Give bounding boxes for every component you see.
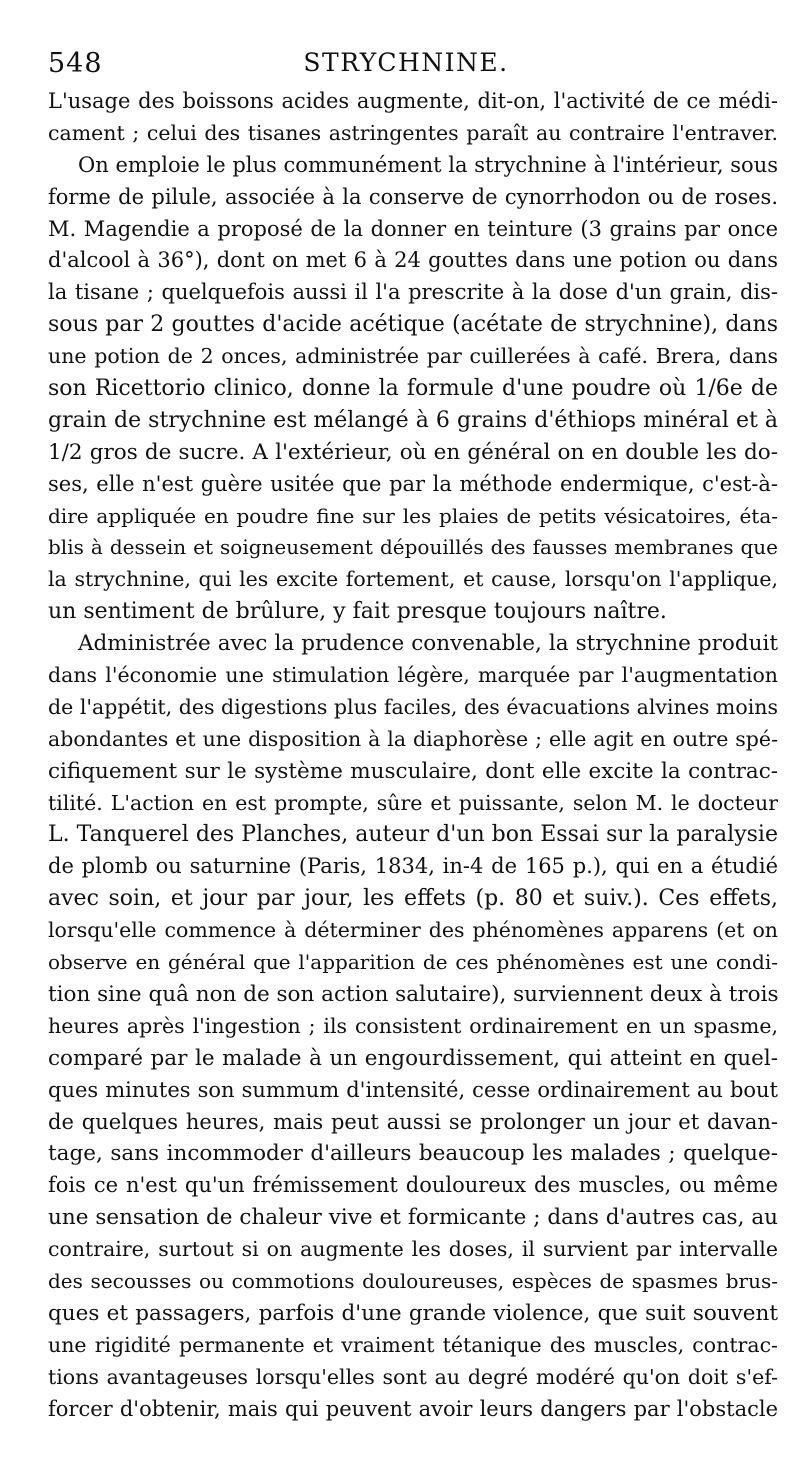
page-header <box>48 48 764 88</box>
text-line: de quelques heures, mais peut aussi se prolonger un jour et davan- <box>48 1109 778 1134</box>
text-line: cifiquement sur le système musculaire, dont elle excite la contrac- <box>48 758 778 784</box>
text-line: contraire, surtout si on augmente les doses, il survient par intervalle <box>48 1237 778 1262</box>
text-line: blis à dessein et soigneusement dépouillés des fausses membranes que <box>48 535 778 560</box>
text-line: la tisane ; quelquefois aussi il l'a prescrite à la dose d'un grain, dis- <box>48 280 778 305</box>
text-line: dire appliquée en poudre fine sur les plaies de petits vésicatoires, éta- <box>48 503 778 528</box>
text-line: son Ricettorio clinico, donne la formule d'une poudre où 1/6e de <box>48 376 778 402</box>
text-line: forcer d'obtenir, mais qui peuvent avoir leurs dangers par l'obstacle <box>48 1396 778 1421</box>
text-line: une potion de 2 onces, administrée par cuillerées à café. Brera, dans <box>48 344 778 369</box>
body-text <box>48 86 778 1425</box>
text-line: lorsqu'elle commence à déterminer des phénomènes apparens (et on <box>48 918 778 943</box>
text-line: tions avantageuses lorsqu'elles sont au degré modéré qu'on doit s'ef- <box>48 1364 778 1389</box>
text-line: heures après l'ingestion ; ils consistent ordinairement en un spasme, <box>48 1013 778 1038</box>
text-line: observe en général que l'apparition de ces phénomènes est une condi- <box>48 950 778 975</box>
text-line: 1/2 gros de sucre. A l'extérieur, où en général on en double les do- <box>48 439 778 465</box>
text-line: L. Tanquerel des Planches, auteur d'un bon Essai sur la paralysie <box>48 822 778 848</box>
text-line: Administrée avec la prudence convenable, la strychnine produit <box>78 631 778 657</box>
running-title: STRYCHNINE. <box>303 48 509 77</box>
text-line: abondantes et une disposition à la diaphorèse ; elle agit en outre spé- <box>48 726 778 751</box>
text-line: de l'appétit, des digestions plus faciles, des évacuations alvines moins <box>48 694 778 719</box>
text-line: forme de pilule, associée à la conserve de cynorrhodon ou de roses. <box>48 184 778 209</box>
text-line: fois ce n'est qu'un frémissement douloureux des muscles, ou même <box>48 1173 778 1198</box>
text-line: comparé par le malade à un engourdissement, qui atteint en quel- <box>48 1045 778 1071</box>
text-line: grain de strychnine est mélangé à 6 grains d'éthiops minéral et à <box>48 407 778 433</box>
text-line: avec soin, et jour par jour, les effets (p. 80 et suiv.). Ces effets, <box>48 886 778 912</box>
text-line: une rigidité permanente et vraiment tétanique des muscles, contrac- <box>48 1332 778 1357</box>
text-line: On emploie le plus communément la strychnine à l'intérieur, sous <box>78 152 778 177</box>
page-number: 548 <box>48 48 103 79</box>
text-line: une sensation de chaleur vive et formicante ; dans d'autres cas, au <box>48 1205 778 1231</box>
text-line: dans l'économie une stimulation légère, marquée par l'augmentation <box>48 663 778 688</box>
text-line: cament ; celui des tisanes astringentes paraît au contraire l'entraver. <box>48 120 778 145</box>
text-line: des secousses ou commotions douloureuses, espèces de spasmes brus- <box>48 1268 778 1293</box>
text-line: tage, sans incommoder d'ailleurs beaucoup les malades ; quelque- <box>48 1141 778 1167</box>
text-line: L'usage des boissons acides augmente, dit-on, l'activité de ce médi- <box>48 89 778 113</box>
text-line: M. Magendie a proposé de la donner en teinture (3 grains par once <box>48 216 778 241</box>
text-line: ques et passagers, parfois d'une grande violence, que suit souvent <box>48 1300 778 1326</box>
text-line: tilité. L'action en est prompte, sûre et puissante, selon M. le docteur <box>48 790 778 815</box>
text-line: tion sine quâ non de son action salutaire), surviennent deux à trois <box>48 981 778 1007</box>
text-line: d'alcool à 36°), dont on met 6 à 24 gouttes dans une potion ou dans <box>48 248 778 273</box>
text-line: ques minutes son summum d'intensité, cesse ordinairement au bout <box>48 1077 778 1102</box>
text-line: sous par 2 gouttes d'acide acétique (acétate de strychnine), dans <box>48 312 778 338</box>
text-line: de plomb ou saturnine (Paris, 1834, in-4 de 165 p.), qui en a étudié <box>48 854 778 879</box>
text-line: la strychnine, qui les excite fortement, et cause, lorsqu'on l'applique, <box>48 567 778 592</box>
text-line: un sentiment de brûlure, y fait presque toujours naître. <box>48 599 667 625</box>
text-line: ses, elle n'est guère usitée que par la méthode endermique, c'est-à- <box>48 471 778 496</box>
